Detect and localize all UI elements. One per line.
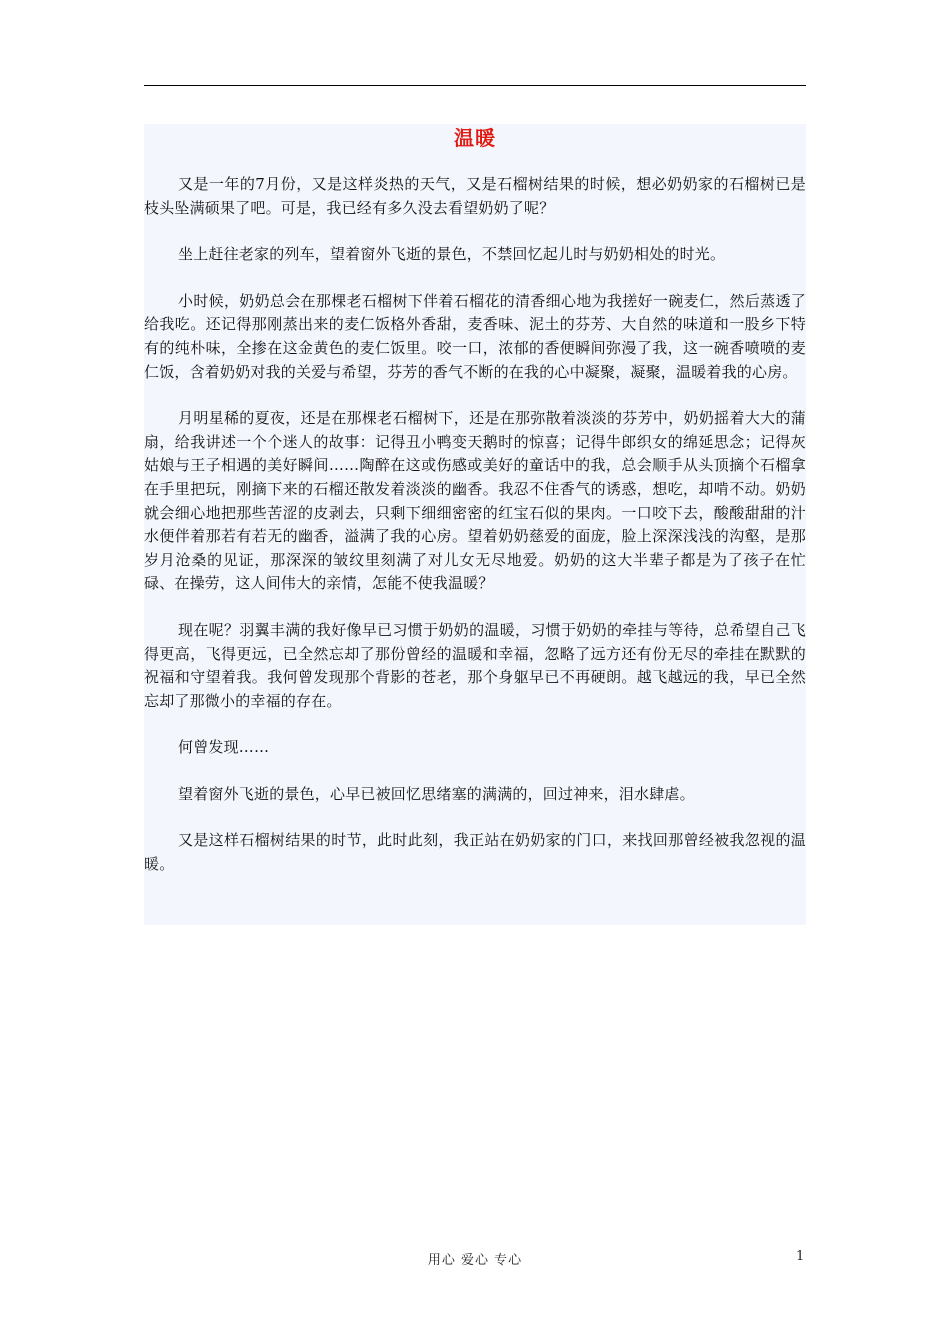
paragraph-5: 现在呢？羽翼丰满的我好像早已习惯于奶奶的温暖，习惯于奶奶的牵挂与等待，总希望自己飞得更高，飞得更远，已全然忘却了那份曾经的温暖和幸福，忽略了远方还有份无尽的牵挂在默默的祝福和守望着我。我何曾发现那个背影的苍老，那个身躯早已不再硬朗。越飞越远的我，早已全然忘却了那微小的幸福的存在。 [144, 620, 806, 710]
paragraph-4: 月明星稀的夏夜，还是在那棵老石榴树下，还是在那弥散着淡淡的芬芳中，奶奶摇着大大的蒲扇，给我讲述一个个迷人的故事：记得丑小鸭变天鹅时的惊喜；记得牛郎织女的绵延思念；记得灰姑娘与王子相遇的美好瞬间……陶醉在这或伤感或美好的童话中的我，总会顺手从头顶摘个石榴拿在手里把玩，刚摘下来的石榴还散发着淡淡的幽香。我忍不住香气的诱惑，想吃，却啃不动。奶奶就会细心地把那些苦涩的皮剥去，只剩下细细密密的红宝石似的果肉。一口咬下去，酸酸甜甜的汁水便伴着那若有若无的幽香，溢满了我的心房。望着奶奶慈爱的面庞，脸上深深浅浅的沟壑，是那岁月沧桑的见证，那深深的皱纹里刻满了对儿女无尽地爱。奶奶的这大半辈子都是为了孩子在忙碌、在操劳，这人间伟大的亲情，怎能不使我温暖？ [144, 409, 806, 593]
article-body [144, 124, 806, 925]
footer-motto: 用心 爱心 专心 [427, 1253, 523, 1268]
paragraph-7: 望着窗外飞逝的景色，心早已被回忆思绪塞的满满的，回过神来，泪水肆虐。 [178, 784, 695, 803]
header-rule [144, 85, 806, 86]
paragraph-1: 又是一年的7月份，又是这样炎热的天气，又是石榴树结果的时候，想必奶奶家的石榴树已是枝头坠满硕果了吧。可是，我已经有多久没去看望奶奶了呢？ [144, 175, 806, 217]
paragraph-8: 又是这样石榴树结果的时节，此时此刻，我正站在奶奶家的门口，来找回那曾经被我忽视的温暖。 [144, 831, 806, 874]
article-title: 温暖 [454, 126, 496, 150]
page-number: 1 [796, 1249, 805, 1264]
paragraph-2: 坐上赶往老家的列车，望着窗外飞逝的景色，不禁回忆起儿时与奶奶相处的时光。 [178, 245, 726, 264]
paragraph-6: 何曾发现…… [178, 738, 270, 757]
paragraph-3: 小时候，奶奶总会在那棵老石榴树下伴着石榴花的清香细心地为我搓好一碗麦仁，然后蒸透了给我吃。还记得那刚蒸出来的麦仁饭格外香甜，麦香味、泥土的芬芳、大自然的味道和一股乡下特有的纯朴味，全掺在这金黄色的麦仁饭里。咬一口，浓郁的香便瞬间弥漫了我，这一碗香喷喷的麦仁饭，含着奶奶对我的关爱与希望，芬芳的香气不断的在我的心中凝聚，凝聚，温暖着我的心房。 [144, 291, 806, 381]
